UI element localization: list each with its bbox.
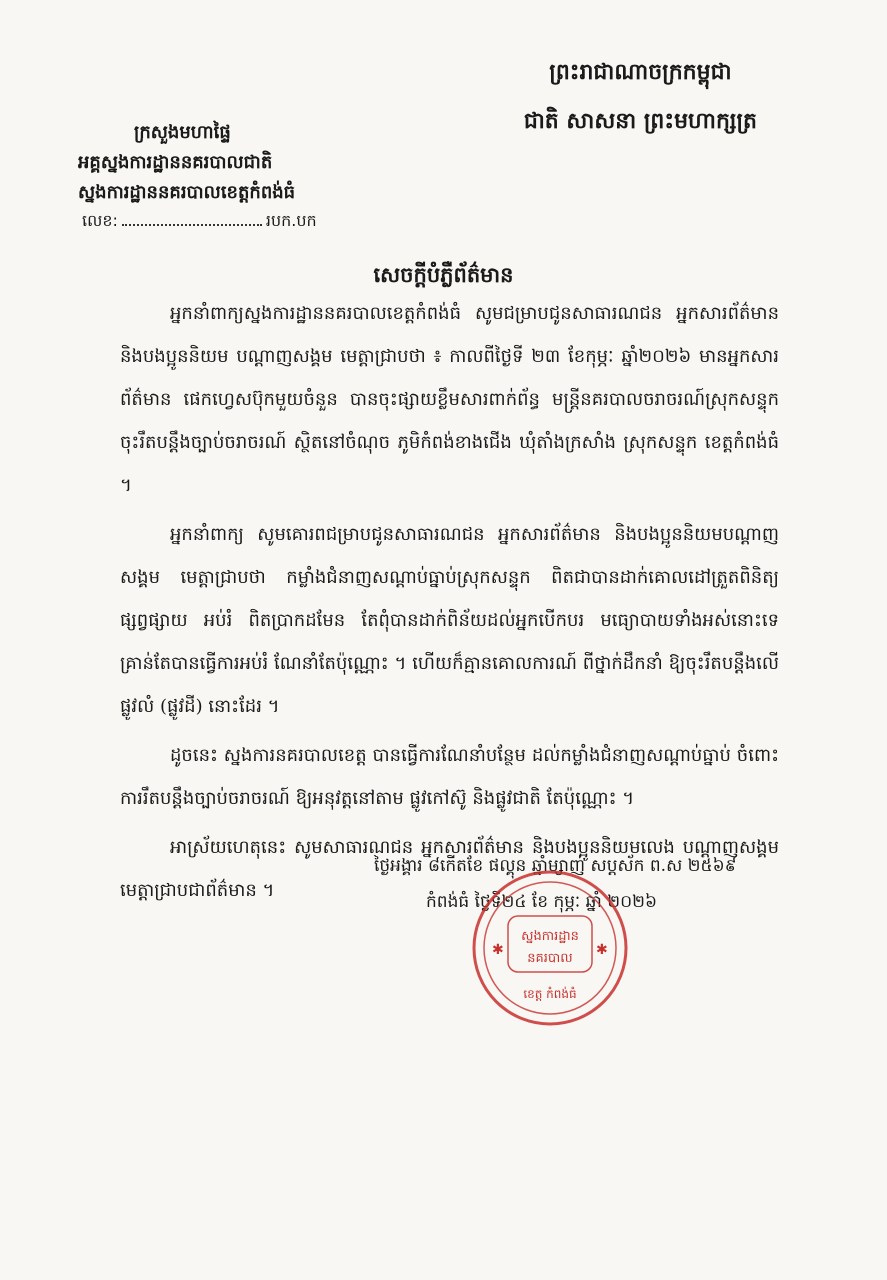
stamp-center-text-1: ស្នងការដ្ឋាន bbox=[521, 929, 579, 944]
stamp-bottom-text: ខេត្ត កំពង់ធំ bbox=[523, 987, 577, 1001]
kingdom-header bbox=[524, 55, 757, 139]
document-body bbox=[120, 292, 779, 912]
official-stamp bbox=[470, 868, 630, 1028]
ministry-name: ក្រសួងមហាផ្ទៃ bbox=[134, 122, 231, 143]
national-motto: ជាតិ សាសនា ព្រះមហាក្សត្រ bbox=[523, 108, 757, 134]
paragraph: ដូចនេះ ស្នងការនគរបាលខេត្ត បានធ្វើការណែនាំបន្ថែម ដល់កម្លាំងជំនាញសណ្តាប់ធ្នាប់ ចំពោះការរឹតបន្តឹងច្បាប់ចរាចរណ៍ ឱ្យអនុវត្តនៅតាម ផ្លូវកៅស៊ូ និងផ្លូវជាតិ តែប៉ុណ្ណោះ ។ bbox=[120, 745, 779, 809]
paragraph: អាស្រ័យហេតុនេះ សូមសាធារណជន អ្នកសារព័ត៌មាន និងបងប្អូននិយមលេង បណ្តាញសង្គម មេត្តាជ្រាបជាព័ត៌មាន ។ bbox=[120, 837, 779, 901]
solar-date: កំពង់ធំ ថ្ងៃទី២៤ ខែ កុម្ភៈ ឆ្នាំ ២០២៦ bbox=[426, 892, 658, 912]
kingdom-title: ព្រះរាជាណាចក្រកម្ពុជា bbox=[549, 59, 732, 85]
ministry-header bbox=[78, 118, 295, 208]
reference-number bbox=[82, 210, 317, 234]
ref-suffix: របក.បក bbox=[265, 211, 317, 230]
stamp-star-icon: ✱ bbox=[492, 942, 504, 958]
document-title: សេចក្តីបំភ្លឺព័ត៌មាន bbox=[373, 262, 514, 287]
stamp-star-icon: ✱ bbox=[596, 942, 608, 958]
general-commissariat: អគ្គស្នងការដ្ឋាននគរបាលជាតិ bbox=[78, 152, 273, 173]
stamp-center-text-2: នគរបាល bbox=[527, 951, 573, 966]
provincial-commissariat: ស្នងការដ្ឋាននគរបាលខេត្តកំពង់ធំ bbox=[78, 182, 296, 203]
paragraph: អ្នកនាំពាក្យស្នងការដ្ឋាននគរបាលខេត្តកំពង់ធំ សូមជម្រាបជូនសាធារណជន អ្នកសារព័ត៌មាន និងបងប្អូននិយម បណ្តាញសង្គម មេត្តាជ្រាបថា ៖ កាលពីថ្ងៃទី ២៣ ខែកុម្ភៈ ឆ្នាំ២០២៦ មានអ្នកសារព័ត៌មាន ផេកហ្វេសប៊ុកមួយចំនួន បានចុះផ្សាយខ្លឹមសារពាក់ព័ន្ធ មន្ត្រីនគរបាលចរាចរណ៍ស្រុកសន្ទុក ចុះរឹតបន្តឹងច្បាប់ចរាចរណ៍ ស្ថិតនៅចំណុច ភូមិកំពង់ខាងជើង ឃុំតាំងក្រសាំង ស្រុកសន្ទុក ខេត្តកំពង់ធំ ។ bbox=[120, 303, 779, 496]
ref-prefix: លេខ: bbox=[82, 211, 118, 230]
paragraph: អ្នកនាំពាក្យ សូមគោរពជម្រាបជូនសាធារណជន អ្នកសារព័ត៌មាន និងបងប្អូននិយមបណ្តាញសង្គម មេត្តាជ្រាបថា កម្លាំងជំនាញសណ្តាប់ធ្នាប់ស្រុកសន្ទុក ពិតជាបានដាក់គោលដៅត្រួតពិនិត្យផ្សព្វផ្សាយ អប់រំ ពិតប្រាកដមែន តែពុំបានដាក់ពិន័យដល់អ្នកបើកបរ មធ្យោបាយទាំងអស់នោះទេ គ្រាន់តែបានធ្វើការអប់រំ ណែនាំតែប៉ុណ្ណោះ ។ ហើយក៏គ្មានគោលការណ៍ ពីថ្នាក់ដឹកនាំ ឱ្យចុះរឹតបន្តឹងលើផ្លូវលំ (ផ្លូវដី) នោះដែរ ។ bbox=[120, 524, 779, 717]
ref-dots bbox=[122, 224, 262, 226]
lunar-date: ថ្ងៃអង្គារ ៨កើតខែ ផល្គុន ឆ្នាំម្សាញ់ សប្តស័ក ព.ស ២៥៦៩ bbox=[374, 856, 737, 876]
